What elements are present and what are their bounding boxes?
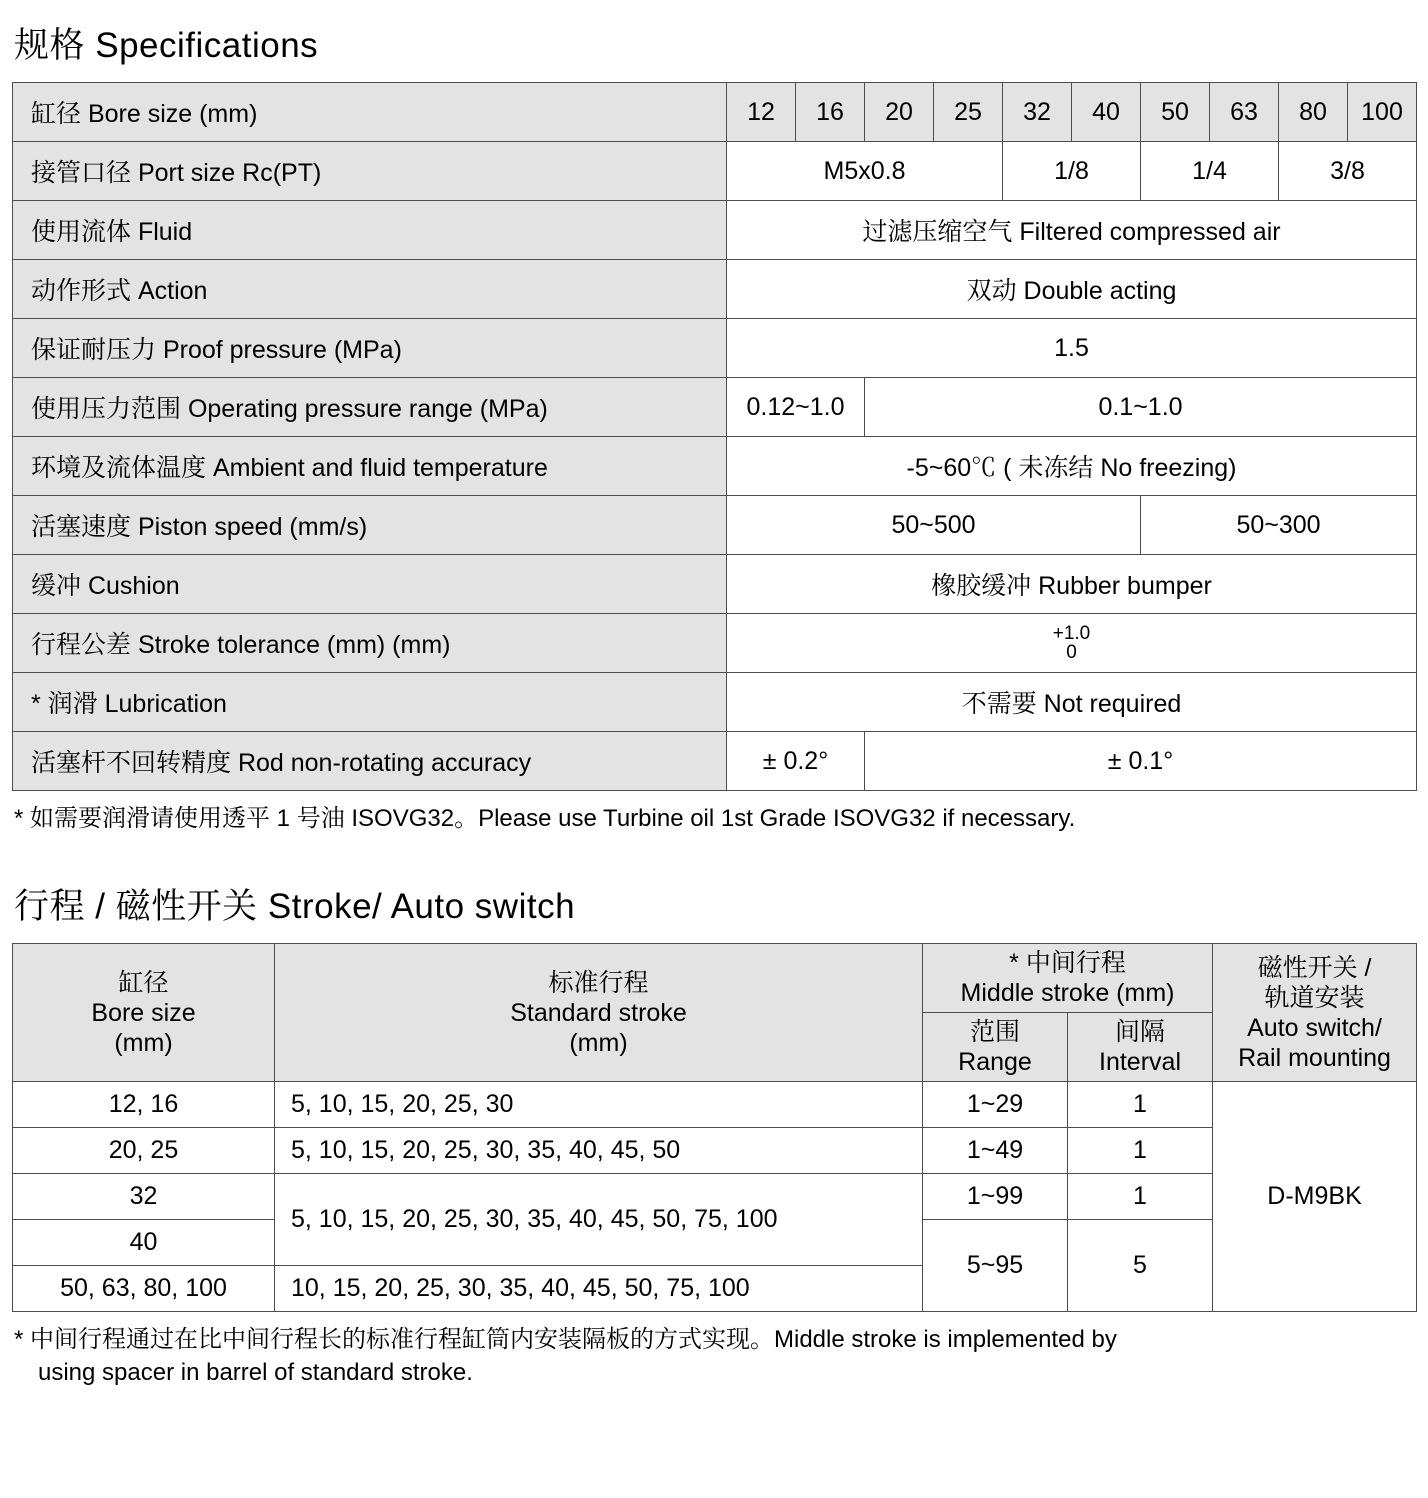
page-title-specifications: 规格 Specifications bbox=[14, 26, 319, 65]
cell-bore: 40 bbox=[13, 1220, 275, 1266]
header-bore-cn: 缸径 bbox=[118, 968, 169, 997]
table-row bbox=[13, 1082, 1417, 1128]
table-row-action bbox=[13, 260, 1417, 319]
table-row-port-size bbox=[13, 142, 1417, 201]
row-label: 环境及流体温度 Ambient and fluid temperature bbox=[13, 437, 727, 496]
table-header-row bbox=[13, 944, 1417, 1013]
cell-bore: 50, 63, 80, 100 bbox=[13, 1266, 275, 1312]
bore-value: 80 bbox=[1279, 83, 1348, 142]
specifications-table bbox=[12, 82, 1417, 791]
cell-range: 1~29 bbox=[923, 1082, 1068, 1128]
page-title-stroke: 行程 / 磁性开关 Stroke/ Auto switch bbox=[14, 887, 576, 927]
row-label: 保证耐压力 Proof pressure (MPa) bbox=[13, 319, 727, 378]
cell-standard-stroke: 5, 10, 15, 20, 25, 30 bbox=[275, 1082, 923, 1128]
header-bore-size bbox=[13, 944, 275, 1082]
header-middle-en: Middle stroke (mm) bbox=[960, 979, 1175, 1008]
row-value: ± 0.2° bbox=[727, 732, 865, 791]
bore-value: 12 bbox=[727, 83, 796, 142]
bore-value: 40 bbox=[1072, 83, 1141, 142]
cell-standard-stroke: 10, 15, 20, 25, 30, 35, 40, 45, 50, 75, 100 bbox=[275, 1266, 923, 1312]
row-label: 活塞速度 Piston speed (mm/s) bbox=[13, 496, 727, 555]
header-switch-en1: Auto switch/ bbox=[1247, 1013, 1382, 1042]
table-row-proof-pressure bbox=[13, 319, 1417, 378]
row-label: 缓冲 Cushion bbox=[13, 555, 727, 614]
row-value: 3/8 bbox=[1279, 142, 1417, 201]
cell-range: 1~99 bbox=[923, 1174, 1068, 1220]
header-range-cn: 范围 bbox=[969, 1018, 1020, 1047]
header-switch-en2: Rail mounting bbox=[1238, 1043, 1391, 1072]
row-value: 1/4 bbox=[1141, 142, 1279, 201]
row-value: 0.1~1.0 bbox=[865, 378, 1417, 437]
row-value: 橡胶缓冲 Rubber bumper bbox=[727, 555, 1417, 614]
cell-bore: 12, 16 bbox=[13, 1082, 275, 1128]
header-switch-cn2: 轨道安装 bbox=[1264, 983, 1365, 1012]
row-value: 不需要 Not required bbox=[727, 673, 1417, 732]
header-range-en: Range bbox=[958, 1048, 1032, 1077]
row-value: 1/8 bbox=[1003, 142, 1141, 201]
row-value: 双动 Double acting bbox=[727, 260, 1417, 319]
stroke-footnote-line2: using spacer in barrel of standard stroke. bbox=[38, 1358, 473, 1386]
bore-value: 100 bbox=[1348, 83, 1417, 142]
header-interval bbox=[1068, 1013, 1213, 1082]
row-value: M5x0.8 bbox=[727, 142, 1003, 201]
stroke-footnote-line1: * 中间行程通过在比中间行程长的标准行程缸筒内安装隔板的方式实现。Middle stroke is implemented by bbox=[14, 1326, 1117, 1354]
row-value: -5~60℃ ( 未冻结 No freezing) bbox=[727, 437, 1417, 496]
bore-value: 20 bbox=[865, 83, 934, 142]
header-interval-cn: 间隔 bbox=[1115, 1018, 1166, 1047]
header-bore-unit: (mm) bbox=[114, 1028, 173, 1057]
table-row-temperature bbox=[13, 437, 1417, 496]
cell-interval: 5 bbox=[1068, 1220, 1213, 1312]
cell-bore: 20, 25 bbox=[13, 1128, 275, 1174]
row-value: 1.5 bbox=[727, 319, 1417, 378]
bore-value: 25 bbox=[934, 83, 1003, 142]
header-standard-en: Standard stroke bbox=[510, 998, 687, 1027]
specifications-footnote: * 如需要润滑请使用透平 1 号油 ISOVG32。Please use Turbine oil 1st Grade ISOVG32 if necessary. bbox=[14, 805, 1076, 832]
row-label: 活塞杆不回转精度 Rod non-rotating accuracy bbox=[13, 732, 727, 791]
table-row bbox=[13, 1128, 1417, 1174]
table-row-operating-pressure bbox=[13, 378, 1417, 437]
cell-interval: 1 bbox=[1068, 1128, 1213, 1174]
header-interval-en: Interval bbox=[1099, 1048, 1181, 1077]
header-range bbox=[923, 1013, 1068, 1082]
cell-standard-stroke: 5, 10, 15, 20, 25, 30, 35, 40, 45, 50, 75, 100 bbox=[275, 1174, 923, 1266]
table-row-stroke-tolerance bbox=[13, 614, 1417, 673]
cell-bore: 32 bbox=[13, 1174, 275, 1220]
tolerance-stack bbox=[737, 624, 1406, 662]
table-row-cushion bbox=[13, 555, 1417, 614]
row-value: ± 0.1° bbox=[865, 732, 1417, 791]
row-label: 缸径 Bore size (mm) bbox=[13, 83, 727, 142]
header-auto-switch bbox=[1213, 944, 1417, 1082]
header-standard-stroke bbox=[275, 944, 923, 1082]
row-label: 使用流体 Fluid bbox=[13, 201, 727, 260]
cell-range: 5~95 bbox=[923, 1220, 1068, 1312]
header-middle-cn: * 中间行程 bbox=[1009, 949, 1126, 978]
row-label: * 润滑 Lubrication bbox=[13, 673, 727, 732]
table-row-piston-speed bbox=[13, 496, 1417, 555]
row-value: 过滤压缩空气 Filtered compressed air bbox=[727, 201, 1417, 260]
tolerance-upper: +1.0 bbox=[1052, 623, 1091, 644]
row-value: 50~500 bbox=[727, 496, 1141, 555]
table-row-lubrication bbox=[13, 673, 1417, 732]
bore-value: 16 bbox=[796, 83, 865, 142]
row-value: 50~300 bbox=[1141, 496, 1417, 555]
header-standard-cn: 标准行程 bbox=[548, 968, 649, 997]
bore-value: 50 bbox=[1141, 83, 1210, 142]
bore-value: 32 bbox=[1003, 83, 1072, 142]
table-row-fluid bbox=[13, 201, 1417, 260]
header-switch-cn1: 磁性开关 / bbox=[1257, 953, 1372, 982]
row-label: 使用压力范围 Operating pressure range (MPa) bbox=[13, 378, 727, 437]
header-bore-en: Bore size bbox=[91, 998, 196, 1027]
row-value-tolerance bbox=[727, 614, 1417, 673]
cell-interval: 1 bbox=[1068, 1174, 1213, 1220]
table-row-rod-non-rotating bbox=[13, 732, 1417, 791]
row-label: 接管口径 Port size Rc(PT) bbox=[13, 142, 727, 201]
cell-auto-switch: D-M9BK bbox=[1213, 1082, 1417, 1312]
cell-interval: 1 bbox=[1068, 1082, 1213, 1128]
header-middle-stroke bbox=[923, 944, 1213, 1013]
stroke-footnote bbox=[14, 1324, 1416, 1389]
table-row bbox=[13, 1174, 1417, 1220]
row-label: 动作形式 Action bbox=[13, 260, 727, 319]
row-label: 行程公差 Stroke tolerance (mm) (mm) bbox=[13, 614, 727, 673]
row-value: 0.12~1.0 bbox=[727, 378, 865, 437]
tolerance-lower: 0 bbox=[1066, 642, 1077, 663]
header-standard-unit: (mm) bbox=[569, 1028, 628, 1057]
cell-range: 1~49 bbox=[923, 1128, 1068, 1174]
cell-standard-stroke: 5, 10, 15, 20, 25, 30, 35, 40, 45, 50 bbox=[275, 1128, 923, 1174]
table-row-bore-size bbox=[13, 83, 1417, 142]
bore-value: 63 bbox=[1210, 83, 1279, 142]
stroke-auto-switch-table bbox=[12, 943, 1417, 1312]
